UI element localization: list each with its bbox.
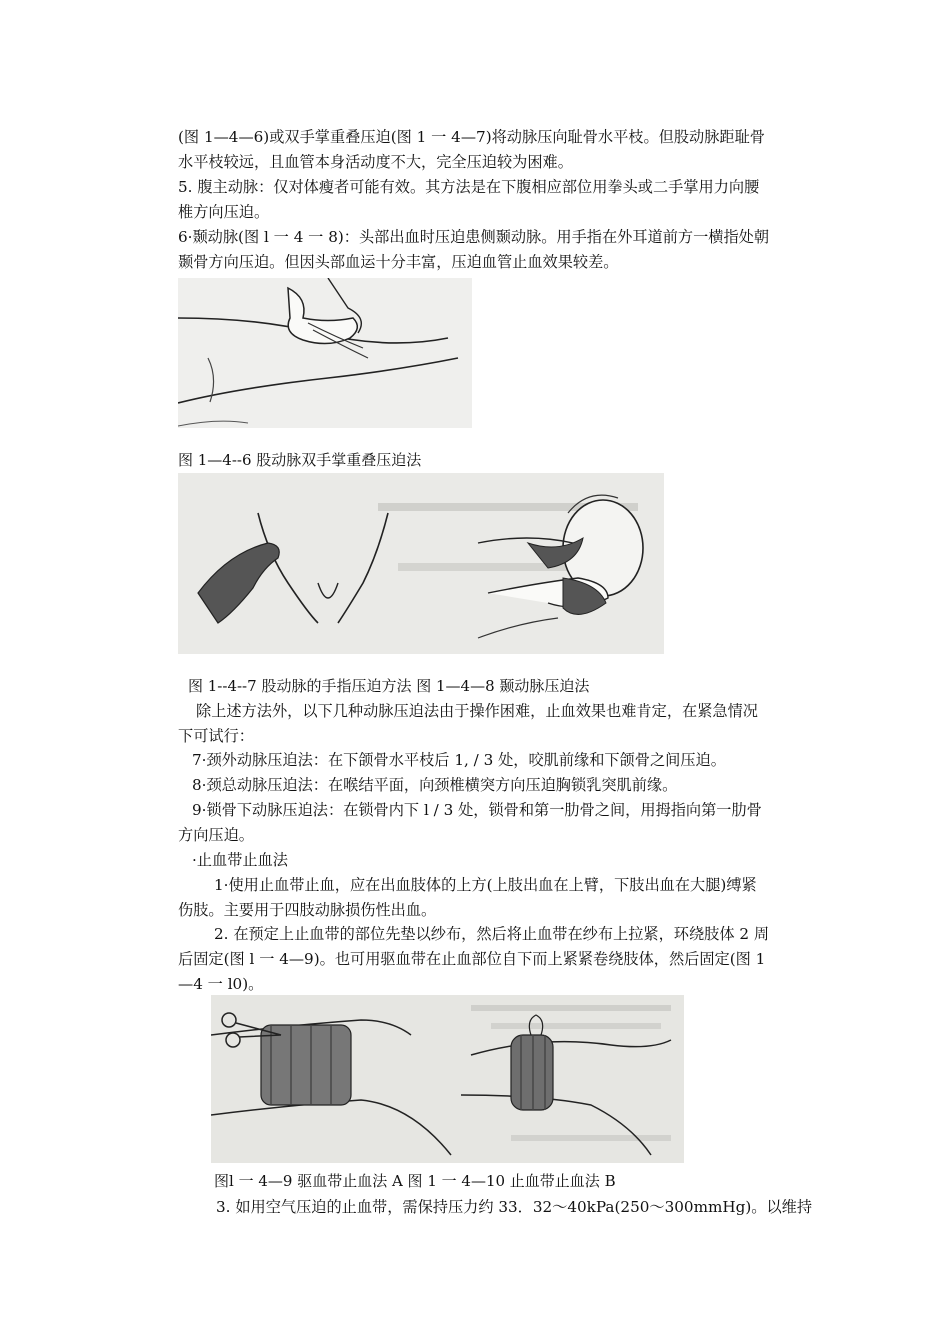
figure-caption: 图 1—4--6 股动脉双手掌重叠压迫法 [178,451,422,469]
text-line: 水平枝较远，且血管本身活动度不大，完全压迫较为困难。 [178,153,573,171]
text-line: 9·锁骨下动脉压迫法：在锁骨内下 l / 3 处，锁骨和第一肋骨之间，用拇指向第一肋骨 [192,801,762,819]
text-line: 1·使用止血带止血，应在出血肢体的上方(上肢出血在上臂，下肢出血在大腿)缚紧 [214,876,757,894]
text-line: 下可试行： [178,727,254,745]
text-line: 8·颈总动脉压迫法：在喉结平面，向颈椎横突方向压迫胸锁乳突肌前缘。 [192,776,678,794]
figure-tourniquet [211,995,684,1163]
text-line: 2. 在预定上止血带的部位先垫以纱布，然后将止血带在纱布上拉紧，环绕肢体 2 周 [214,925,770,943]
section-heading: ·止血带止血法 [192,851,288,869]
text-line: 除上述方法外，以下几种动脉压迫法由于操作困难，止血效果也难肯定，在紧急情况 [196,702,758,720]
text-line: 伤肢。主要用于四肢动脉损伤性出血。 [178,901,437,919]
text-line: 方向压迫。 [178,826,254,844]
text-line: 后固定(图 l 一 4—9)。也可用驱血带在止血部位自下而上紧紧卷绕肢体，然后固定(图 1 [178,950,766,968]
figure-femoral-palm-compression [178,278,472,428]
text-line: —4 一 l0)。 [178,975,264,993]
figure-femoral-finger-and-temporal [178,473,664,654]
text-line: 椎方向压迫。 [178,203,270,221]
figure-caption: 图 1--4--7 股动脉的手指压迫方法 图 1—4—8 颞动脉压迫法 [188,677,590,695]
text-line: 5. 腹主动脉：仅对体瘦者可能有效。其方法是在下腹相应部位用拳头或二手掌用力向腰 [178,178,760,196]
text-line: (图 1—4—6)或双手掌重叠压迫(图 1 一 4—7)将动脉压向耻骨水平枝。但股动脉距耻骨 [178,128,765,146]
text-line: 3. 如用空气压迫的止血带，需保持压力约 33．32～40kPa(250～300mmHg)。以维持 [216,1198,813,1216]
text-line: 7·颈外动脉压迫法：在下颌骨水平枝后 1, / 3 处，咬肌前缘和下颌骨之间压迫。 [192,751,726,769]
figure-caption: 图l 一 4—9 驱血带止血法 A 图 1 一 4—10 止血带止血法 B [214,1172,616,1190]
text-line: 6·颞动脉(图 l 一 4 一 8)：头部出血时压迫患侧颞动脉。用手指在外耳道前方一横指处朝 [178,228,770,246]
text-line: 颞骨方向压迫。但因头部血运十分丰富，压迫血管止血效果较差。 [178,253,619,271]
